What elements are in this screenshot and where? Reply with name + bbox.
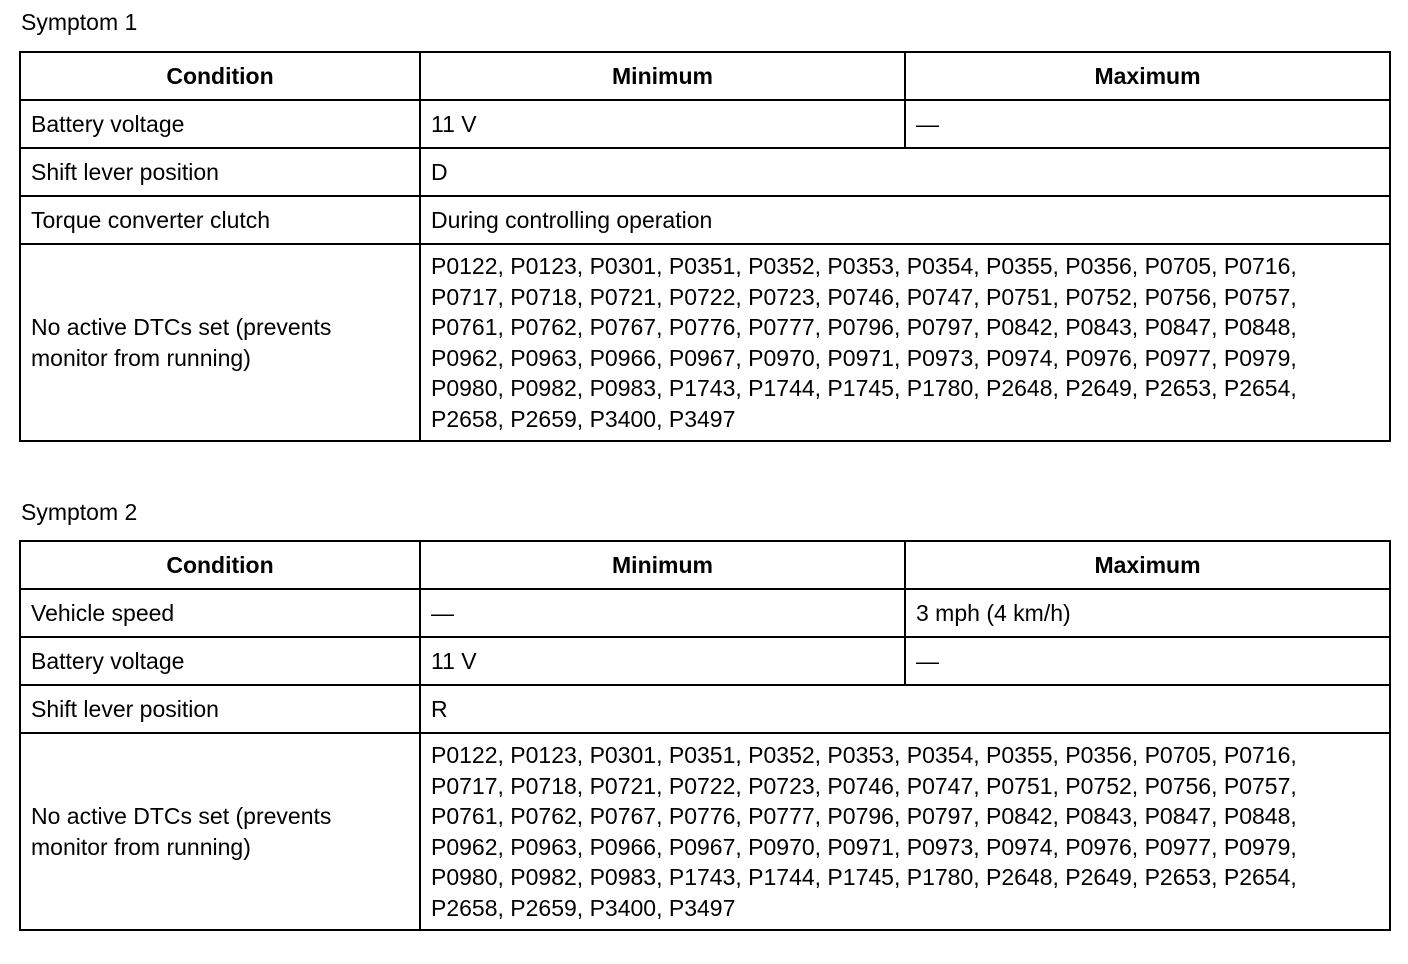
table-row [20, 637, 1390, 685]
header-minimum: Minimum [420, 52, 905, 100]
table-row [20, 196, 1390, 244]
dtc-line: P0980, P0982, P0983, P1743, P1744, P1745, P1780, P2648, P2649, P2653, P2654, [431, 864, 1297, 890]
dtc-line: P2658, P2659, P3400, P3497 [431, 894, 736, 921]
condition-value: D [420, 148, 1390, 196]
table-row [20, 100, 1390, 148]
table-row [20, 589, 1390, 637]
table-row [20, 148, 1390, 196]
minimum-value: 11 V [420, 100, 905, 148]
header-maximum: Maximum [905, 541, 1390, 589]
maximum-value: 3 mph (4 km/h) [905, 589, 1390, 637]
symptom-1-title: Symptom 1 [21, 9, 138, 35]
symptom-2-title: Symptom 2 [21, 499, 138, 525]
dtc-line: P0122, P0123, P0301, P0351, P0352, P0353, P0354, P0355, P0356, P0705, P0716, [431, 253, 1297, 279]
condition-value: R [420, 685, 1390, 733]
label-line: monitor from running) [31, 344, 251, 371]
condition-value: During controlling operation [420, 196, 1390, 244]
dtc-list [420, 733, 1390, 930]
label-line: monitor from running) [31, 833, 251, 860]
header-minimum: Minimum [420, 541, 905, 589]
header-row [20, 541, 1390, 589]
condition-label: Shift lever position [20, 685, 420, 733]
label-line: No active DTCs set (prevents [31, 314, 332, 340]
dtc-line: P0122, P0123, P0301, P0351, P0352, P0353, P0354, P0355, P0356, P0705, P0716, [431, 742, 1297, 768]
maximum-value: — [905, 637, 1390, 685]
header-row [20, 52, 1390, 100]
dtc-line: P0962, P0963, P0966, P0967, P0970, P0971, P0973, P0974, P0976, P0977, P0979, [431, 833, 1297, 860]
label-line: No active DTCs set (prevents [31, 803, 332, 829]
condition-label [20, 733, 420, 930]
condition-label: Shift lever position [20, 148, 420, 196]
header-maximum: Maximum [905, 52, 1390, 100]
table-row [20, 733, 1390, 930]
symptom-1-table [19, 51, 1391, 442]
dtc-line: P0717, P0718, P0721, P0722, P0723, P0746, P0747, P0751, P0752, P0756, P0757, [431, 283, 1297, 310]
condition-label: Vehicle speed [20, 589, 420, 637]
dtc-line: P0980, P0982, P0983, P1743, P1744, P1745, P1780, P2648, P2649, P2653, P2654, [431, 375, 1297, 401]
condition-label [20, 244, 420, 441]
header-condition: Condition [20, 541, 420, 589]
symptom-2-table [19, 540, 1391, 931]
dtc-line: P0962, P0963, P0966, P0967, P0970, P0971, P0973, P0974, P0976, P0977, P0979, [431, 344, 1297, 371]
condition-label: Battery voltage [20, 100, 420, 148]
dtc-line: P0717, P0718, P0721, P0722, P0723, P0746, P0747, P0751, P0752, P0756, P0757, [431, 772, 1297, 799]
dtc-list [420, 244, 1390, 441]
dtc-line: P0761, P0762, P0767, P0776, P0777, P0796, P0797, P0842, P0843, P0847, P0848, [431, 803, 1297, 829]
table-row [20, 244, 1390, 441]
dtc-line: P0761, P0762, P0767, P0776, P0777, P0796, P0797, P0842, P0843, P0847, P0848, [431, 314, 1297, 340]
condition-label: Battery voltage [20, 637, 420, 685]
minimum-value: 11 V [420, 637, 905, 685]
header-condition: Condition [20, 52, 420, 100]
table-row [20, 685, 1390, 733]
dtc-line: P2658, P2659, P3400, P3497 [431, 405, 736, 432]
maximum-value: — [905, 100, 1390, 148]
minimum-value: — [420, 589, 905, 637]
condition-label: Torque converter clutch [20, 196, 420, 244]
